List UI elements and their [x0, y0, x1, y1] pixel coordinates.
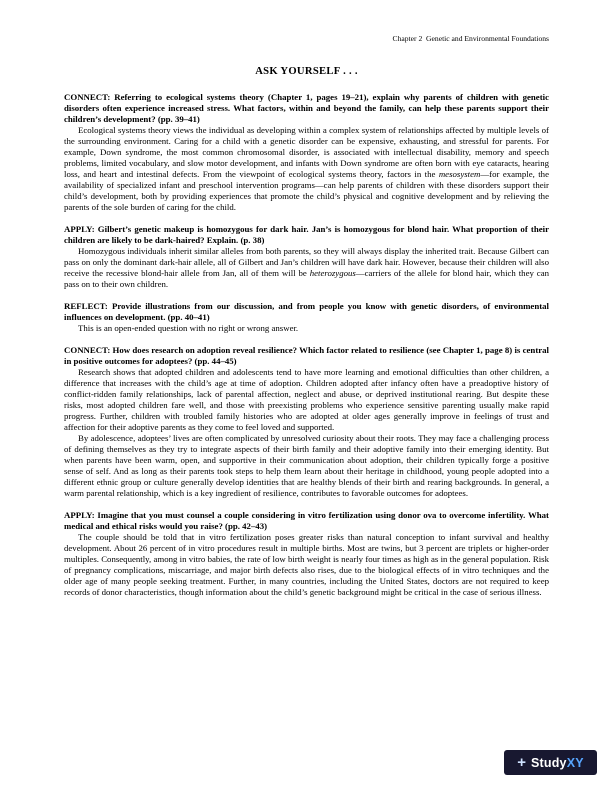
- question-reflect: REFLECT: Provide illustrations from our discussion, and from people you know with genetic disorders, of environmental influences on development. (pp. 40–41): [64, 301, 549, 322]
- question-connect-adoption: CONNECT: How does research on adoption reveal resilience? Which factor related to resilience (see Chapter 1, page 8) is central in positive outcomes for adoptees? (pp. 44–45): [64, 345, 549, 366]
- qa-section-apply-ivf: [64, 510, 549, 598]
- logo-text-study: Study: [530, 755, 567, 770]
- studyxy-logo: [504, 750, 597, 775]
- studyxy-logo-text: [531, 756, 584, 770]
- qa-section-apply-genetics: [64, 224, 549, 290]
- question-connect-ecological: CONNECT: Referring to ecological systems theory (Chapter 1, pages 19–21), explain why parents of children with genetic disorders often experience increased stress. What factors, within and beyond the family, can help these parents support their children’s development? (pp. 39–41): [64, 92, 549, 124]
- answer-paragraph: The couple should be told that in vitro fertilization poses greater risks than natural conception to infant survival and healthy development. About 26 percent of in vitro procedures result in multiple births. Most are twins, but 3 percent are triplets or higher-order multiples. Consequently, among in vitro babies, the rate of low birth weight is nearly four times as high as in the general population. Risk of pregnancy complications, miscarriage, and major birth defects also rises, due to the biological effects of in vitro techniques and the older age of many people seeking treatment. Further, in many countries, including the United States, doctors are not required to keep records of donor characteristics, though information about the child’s genetic background might be critical in the case of serious illness.: [64, 532, 549, 597]
- answer-paragraph: Homozygous individuals inherit similar alleles from both parents, so they will always display the inherited trait. Because Gilbert can pass on only the dominant dark-hair allele, all of Gilbert and Jan’s children will have dark hair. However, because their children will also receive the recessive blond-hair allele from Jan, all of them will be heterozygous—carriers of the allele for blond hair, which they can pass on to their own children.: [64, 246, 549, 289]
- page-title: ASK YOURSELF . . .: [255, 66, 358, 77]
- question-apply-genetics: APPLY: Gilbert’s genetic makeup is homozygous for dark hair. Jan’s is homozygous for blond hair. What proportion of their children are likely to be dark-haired? Explain. (p. 38): [64, 224, 549, 245]
- qa-content: [64, 92, 549, 598]
- plus-icon: +: [517, 753, 526, 771]
- running-head: Chapter 2 Genetic and Environmental Foundations: [392, 34, 549, 43]
- answer-paragraph: Ecological systems theory views the individual as developing within a complex system of relationships affected by multiple levels of the surrounding environment. Caring for a child with a genetic disorder can be expensive, exhausting, and stressful for parents. For example, Down syndrome, the most common chromosomal disorder, is associated with intellectual disability, memory and speech problems, limited vocabulary, and slow motor development, and infants with Down syndrome are often born with eye cataracts, hearing loss, and heart and intestinal defects. From the viewpoint of ecological systems theory, factors in the mesosystem—for example, the availability of specialized infant and preschool intervention programs—can help parents of children with these disorders support their child’s development, both by providing experiences that promote the child’s physical and cognitive development and by relieving the parents of the sole burden of caring for the child.: [64, 125, 549, 212]
- logo-text-xy: XY: [566, 755, 584, 770]
- qa-section-connect-ecological: [64, 92, 549, 213]
- qa-section-connect-adoption: [64, 345, 549, 499]
- answer-paragraph: By adolescence, adoptees’ lives are often complicated by unresolved curiosity about their roots. They may face a challenging process of defining themselves as they try to integrate aspects of their birth family and their adoptive family into their emerging identity. But when parents have been warm, open, and supportive in their communication about adoption, their children typically forge a positive sense of self. And as long as their parents took steps to help them learn about their heritage in childhood, young people adopted into a different ethnic group or culture generally develop identities that are healthy blends of their birth and rearing backgrounds. In general, a warm parental relationship, which is a key ingredient of resilience, contributes to favorable outcomes for adoptees.: [64, 433, 549, 498]
- answer-paragraph: This is an open-ended question with no right or wrong answer.: [78, 323, 299, 333]
- question-apply-ivf: APPLY: Imagine that you must counsel a couple considering in vitro fertilization using donor ova to overcome infertility. What medical and ethical risks would you raise? (pp. 42–43): [64, 510, 549, 531]
- qa-section-reflect: [64, 301, 549, 334]
- answer-paragraph: Research shows that adopted children and adolescents tend to have more learning and emotional difficulties than other children, a difference that increases with the child’s age at time of adoption. Children adopted after infancy often have a preadoptive history of conflict-ridden family relationships, lack of parental affection, neglect and abuse, or deprived institutional rearing. But despite these risks, most adopted children fare well, and those with preexisting problems who experience sensitive parenting usually make rapid progress. Further, children with troubled family histories who are adopted at older ages generally improve in feelings of trust and affection for their adoptive parents as they come to feel loved and supported.: [64, 367, 549, 432]
